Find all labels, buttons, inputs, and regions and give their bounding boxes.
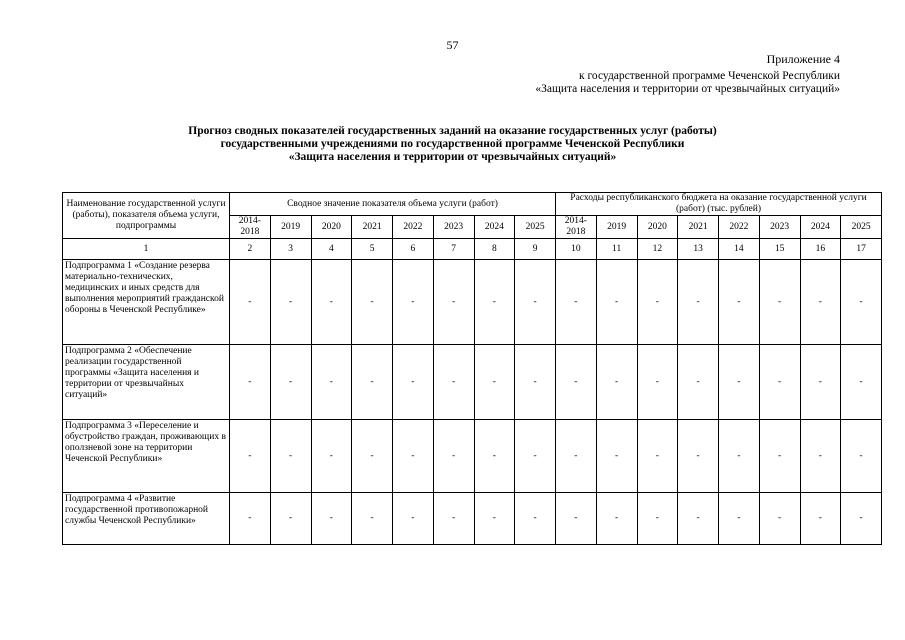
value-cell: - xyxy=(230,345,271,420)
column-number: 2 xyxy=(230,239,271,260)
appendix-label: Приложение 4 xyxy=(766,52,840,66)
subprogram-name: Подпрограмма 3 «Переселение и обустройство граждан, проживающих в оползневой зоне на территории Чеченской Республики» xyxy=(63,420,230,493)
value-cell: - xyxy=(230,493,271,545)
volume-group-header: Сводное значение показателя объема услуги (работ) xyxy=(230,193,556,216)
value-cell: - xyxy=(433,493,474,545)
value-cell: - xyxy=(719,345,760,420)
column-number: 14 xyxy=(719,239,760,260)
value-cell: - xyxy=(311,345,352,420)
year-header: 2021 xyxy=(678,216,719,239)
table-header-row-1 xyxy=(63,193,882,216)
table-row xyxy=(63,420,882,493)
title-line-2: государственными учреждениями по государственной программе Чеченской Республики xyxy=(220,138,685,150)
value-cell: - xyxy=(841,420,882,493)
column-number: 16 xyxy=(800,239,841,260)
value-cell: - xyxy=(352,493,393,545)
value-cell: - xyxy=(230,420,271,493)
subprogram-name: Подпрограмма 1 «Создание резерва материально-технических, медицинских и иных средств для выполнения мероприятий гражданской обороны в Чеченской Республике» xyxy=(63,260,230,345)
title-line-3: «Защита населения и территории от чрезвычайных ситуаций» xyxy=(288,151,617,163)
appendix-ref-line-1: к государственной программе Чеченской Республики xyxy=(579,70,840,82)
subprogram-name: Подпрограмма 4 «Развитие государственной противопожарной службы Чеченской Республики» xyxy=(63,493,230,545)
value-cell: - xyxy=(637,420,678,493)
column-number: 4 xyxy=(311,239,352,260)
value-cell: - xyxy=(352,420,393,493)
value-cell: - xyxy=(352,260,393,345)
value-cell: - xyxy=(596,420,637,493)
column-number: 8 xyxy=(474,239,515,260)
year-header: 2025 xyxy=(515,216,556,239)
year-header: 2024 xyxy=(474,216,515,239)
value-cell: - xyxy=(311,260,352,345)
value-cell: - xyxy=(393,493,434,545)
value-cell: - xyxy=(393,420,434,493)
value-cell: - xyxy=(759,345,800,420)
value-cell: - xyxy=(311,420,352,493)
value-cell: - xyxy=(800,260,841,345)
value-cell: - xyxy=(515,420,556,493)
value-cell: - xyxy=(841,260,882,345)
value-cell: - xyxy=(433,345,474,420)
value-cell: - xyxy=(678,420,719,493)
value-cell: - xyxy=(800,345,841,420)
value-cell: - xyxy=(759,420,800,493)
value-cell: - xyxy=(270,260,311,345)
subprogram-name: Подпрограмма 2 «Обеспечение реализации государственной программы «Защита населения и территории от чрезвычайных ситуаций» xyxy=(63,345,230,420)
value-cell: - xyxy=(556,493,597,545)
value-cell: - xyxy=(433,260,474,345)
value-cell: - xyxy=(515,260,556,345)
value-cell: - xyxy=(270,345,311,420)
value-cell: - xyxy=(515,345,556,420)
forecast-table xyxy=(62,192,882,545)
value-cell: - xyxy=(800,493,841,545)
column-number: 7 xyxy=(433,239,474,260)
value-cell: - xyxy=(759,260,800,345)
value-cell: - xyxy=(556,345,597,420)
value-cell: - xyxy=(393,260,434,345)
value-cell: - xyxy=(759,493,800,545)
year-header: 2025 xyxy=(841,216,882,239)
value-cell: - xyxy=(637,493,678,545)
value-cell: - xyxy=(637,260,678,345)
value-cell: - xyxy=(719,493,760,545)
document-title xyxy=(0,125,905,164)
value-cell: - xyxy=(678,260,719,345)
table-row xyxy=(63,493,882,545)
value-cell: - xyxy=(230,260,271,345)
value-cell: - xyxy=(841,345,882,420)
year-header: 2022 xyxy=(393,216,434,239)
year-header: 2022 xyxy=(719,216,760,239)
value-cell: - xyxy=(474,420,515,493)
value-cell: - xyxy=(311,493,352,545)
value-cell: - xyxy=(800,420,841,493)
value-cell: - xyxy=(393,345,434,420)
year-header: 2024 xyxy=(800,216,841,239)
value-cell: - xyxy=(433,420,474,493)
column-number: 11 xyxy=(596,239,637,260)
year-header: 2023 xyxy=(433,216,474,239)
table-row xyxy=(63,260,882,345)
value-cell: - xyxy=(270,420,311,493)
year-header: 2019 xyxy=(596,216,637,239)
value-cell: - xyxy=(352,345,393,420)
value-cell: - xyxy=(678,493,719,545)
value-cell: - xyxy=(719,420,760,493)
appendix-ref-line-2: «Защита населения и территории от чрезвычайных ситуаций» xyxy=(535,83,840,95)
year-header: 2020 xyxy=(637,216,678,239)
year-header: 2020 xyxy=(311,216,352,239)
title-line-1: Прогноз сводных показателей государственных заданий на оказание государственных услуг (работы) xyxy=(188,125,717,137)
value-cell: - xyxy=(556,260,597,345)
column-number: 17 xyxy=(841,239,882,260)
column-number-row xyxy=(63,239,882,260)
value-cell: - xyxy=(556,420,597,493)
year-header: 2014-2018 xyxy=(230,216,271,239)
appendix-reference xyxy=(535,70,840,96)
year-header: 2023 xyxy=(759,216,800,239)
column-number: 3 xyxy=(270,239,311,260)
column-number: 12 xyxy=(637,239,678,260)
value-cell: - xyxy=(270,493,311,545)
column-number: 13 xyxy=(678,239,719,260)
page-number: 57 xyxy=(446,38,459,52)
year-header: 2019 xyxy=(270,216,311,239)
column-number: 1 xyxy=(63,239,230,260)
column-number: 15 xyxy=(759,239,800,260)
value-cell: - xyxy=(637,345,678,420)
value-cell: - xyxy=(596,345,637,420)
column-number: 5 xyxy=(352,239,393,260)
value-cell: - xyxy=(841,493,882,545)
value-cell: - xyxy=(474,345,515,420)
value-cell: - xyxy=(474,493,515,545)
column-number: 9 xyxy=(515,239,556,260)
value-cell: - xyxy=(474,260,515,345)
column-number: 10 xyxy=(556,239,597,260)
year-header: 2014-2018 xyxy=(556,216,597,239)
expenses-group-header: Расходы республиканского бюджета на оказание государственной услуги (работ) (тыс. рублей) xyxy=(556,193,882,216)
name-column-header: Наименование государственной услуги (работы), показателя объема услуги, подпрограммы xyxy=(63,193,230,239)
value-cell: - xyxy=(678,345,719,420)
year-header: 2021 xyxy=(352,216,393,239)
value-cell: - xyxy=(515,493,556,545)
value-cell: - xyxy=(596,260,637,345)
table-row xyxy=(63,345,882,420)
value-cell: - xyxy=(596,493,637,545)
value-cell: - xyxy=(719,260,760,345)
column-number: 6 xyxy=(393,239,434,260)
